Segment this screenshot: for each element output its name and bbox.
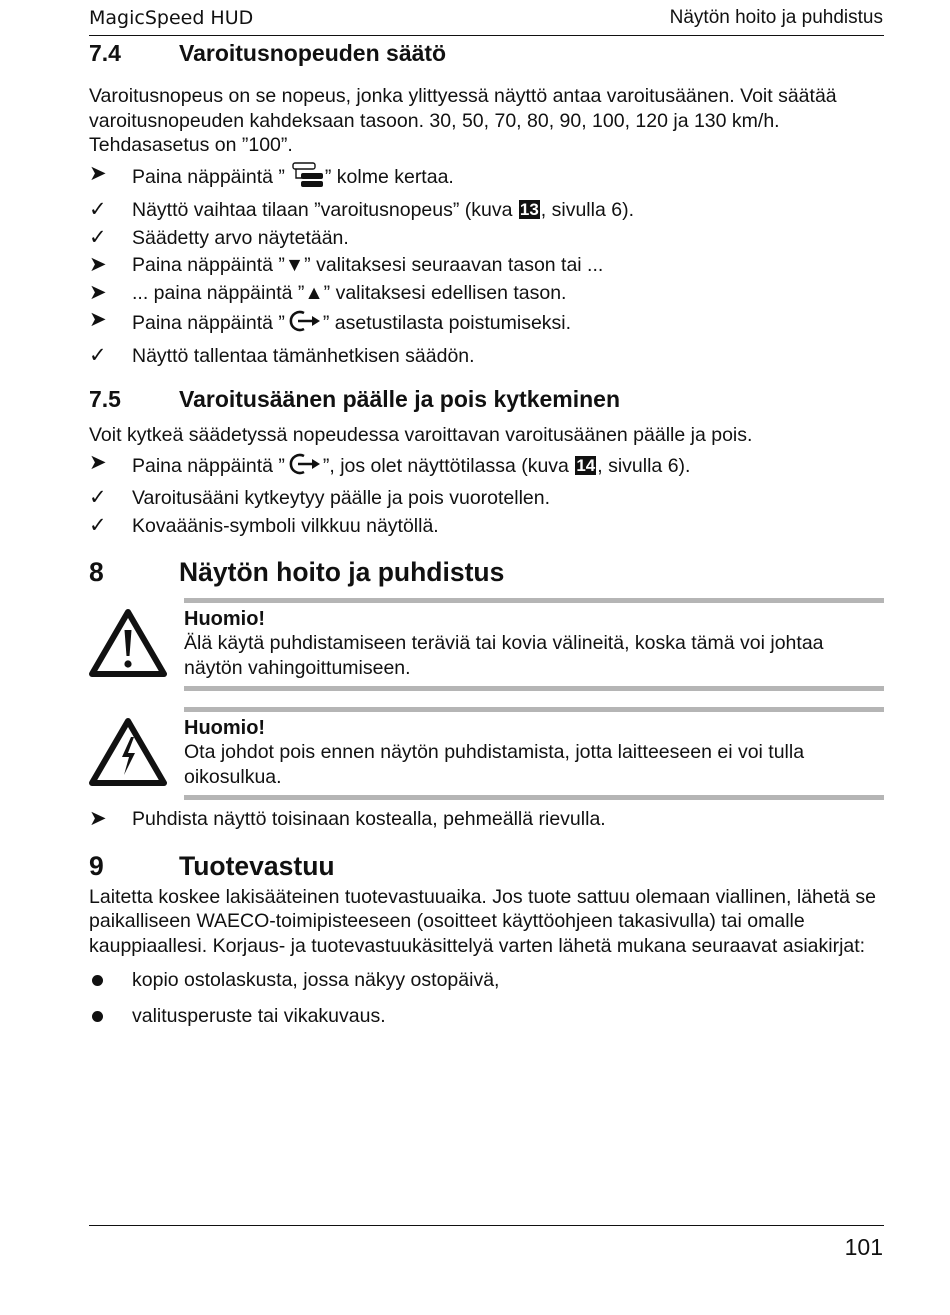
step-text: ... paina näppäintä ”▲” valitaksesi edellisen tason. xyxy=(132,281,567,304)
arrow-marker: ➤ xyxy=(89,280,107,304)
exit-button-icon xyxy=(285,308,323,341)
step-text-post: , sivulla 6). xyxy=(540,199,634,221)
notice-electric xyxy=(89,707,889,800)
step-row xyxy=(89,253,889,278)
step-row xyxy=(89,198,889,223)
section-number: 8 xyxy=(89,557,104,587)
section-9-heading xyxy=(89,849,889,883)
notice-box xyxy=(184,707,884,800)
arrow-marker: ➤ xyxy=(89,161,107,185)
check-marker: ✓ xyxy=(89,198,107,221)
bullet-dot xyxy=(89,1004,132,1029)
electric-shock-icon xyxy=(89,707,184,800)
section-title: Näytön hoito ja puhdistus xyxy=(179,557,505,587)
notice-title: Huomio! xyxy=(184,717,266,739)
step-text xyxy=(132,308,571,341)
step-text xyxy=(132,162,454,195)
step-text xyxy=(132,451,690,484)
arrow-marker: ➤ xyxy=(89,253,107,276)
section-number: 9 xyxy=(89,850,104,881)
notice-box xyxy=(184,598,884,691)
page-content xyxy=(89,38,889,1028)
step-row xyxy=(89,451,889,484)
step-text xyxy=(132,198,634,223)
list-item-text: valitusperuste tai vikakuvaus. xyxy=(132,1004,386,1027)
section-title: Varoitusnopeuden säätö xyxy=(179,40,447,66)
figure-badge: 13 xyxy=(519,200,539,219)
section-7-4-intro: Varoitusnopeus on se nopeus, jonka ylittyessä näyttö antaa varoitusäänen. Voit säätää varoitusnopeuden kahdeksaan tasoon. 30, 50, 70, 80, 90, 100, 120 ja 130 km/h. Tehdasasetus on ”100”. xyxy=(89,85,837,156)
step-text-pre: Paina näppäintä ” xyxy=(132,165,285,188)
section-8-heading xyxy=(89,555,889,589)
notice-caution xyxy=(89,598,889,691)
header-rule xyxy=(89,35,884,36)
step-row xyxy=(89,486,889,511)
step-text-post: ” kolme kertaa. xyxy=(324,165,454,188)
step-text-pre: Paina näppäintä ” xyxy=(132,454,285,477)
section-7-5-heading xyxy=(89,384,889,414)
step-row xyxy=(89,308,889,341)
step-text: Puhdista näyttö toisinaan kostealla, pehmeällä rievulla. xyxy=(132,808,606,830)
step-text: Paina näppäintä ”▼” valitaksesi seuraavan tason tai ... xyxy=(132,254,604,276)
arrow-marker: ➤ xyxy=(89,308,107,331)
notice-title: Huomio! xyxy=(184,608,266,630)
section-number: 7.5 xyxy=(89,386,121,412)
list-item xyxy=(89,968,889,993)
check-marker: ✓ xyxy=(89,225,107,249)
menu-button-icon xyxy=(285,162,325,195)
step-row xyxy=(89,807,889,832)
header-product: MagicSpeed HUD xyxy=(89,7,254,29)
step-text: Säädetty arvo näytetään. xyxy=(132,226,349,249)
step-text: Näyttö tallentaa tämänhetkisen säädön. xyxy=(132,344,475,367)
header-section: Näytön hoito ja puhdistus xyxy=(669,7,883,28)
arrow-marker: ➤ xyxy=(89,450,107,474)
exit-button-icon xyxy=(285,451,323,484)
section-number: 7.4 xyxy=(89,40,121,66)
step-text: Kovaäänis-symboli vilkkuu näytöllä. xyxy=(132,514,439,537)
section-7-4-heading xyxy=(89,38,889,68)
step-row xyxy=(89,344,889,369)
step-row xyxy=(89,514,889,539)
bullet-dot xyxy=(89,968,132,993)
page-number: 101 xyxy=(844,1234,883,1260)
notice-text: Ota johdot pois ennen näytön puhdistamista, jotta laitteeseen ei voi tulla oikosulkua. xyxy=(184,741,805,788)
section-title: Tuotevastuu xyxy=(179,850,335,881)
section-7-5-intro: Voit kytkeä säädetyssä nopeudessa varoittavan varoitusäänen päälle ja pois. xyxy=(89,424,753,446)
step-row xyxy=(89,226,889,251)
arrow-marker: ➤ xyxy=(89,807,107,830)
warning-triangle-icon xyxy=(89,598,184,691)
step-text-post: ”, jos olet näyttötilassa (kuva xyxy=(322,454,575,477)
footer-rule xyxy=(89,1225,884,1226)
section-9-intro: Laitetta koskee lakisääteinen tuotevastuuaika. Jos tuote sattuu olemaan viallinen, lähetä se paikalliseen WAECO-toimipisteeseen (osoitteet käyttöohjeen takasivulla) tai omalle kauppiaallesi. Korjaus- ja tuotevastuukäsittelyä varten lähetä mukana seuraavat asiakirjat: xyxy=(89,885,877,957)
check-marker: ✓ xyxy=(89,513,107,537)
check-marker: ✓ xyxy=(89,486,107,509)
check-marker: ✓ xyxy=(89,343,107,367)
step-text-post: ” asetustilasta poistumiseksi. xyxy=(322,312,572,334)
step-row xyxy=(89,162,889,195)
list-item xyxy=(89,1004,889,1029)
notice-text: Älä käytä puhdistamiseen teräviä tai kovia välineitä, koska tämä voi johtaa näytön vahingoittumiseen. xyxy=(184,632,824,679)
list-item-text: kopio ostolaskusta, jossa näkyy ostopäivä, xyxy=(132,969,500,991)
step-text: Varoitusääni kytkeytyy päälle ja pois vuorotellen. xyxy=(132,487,551,509)
figure-badge: 14 xyxy=(576,455,596,475)
step-text-pre: Näyttö vaihtaa tilaan ”varoitusnopeus” (kuva xyxy=(132,199,518,221)
section-title: Varoitusäänen päälle ja pois kytkeminen xyxy=(179,386,621,412)
step-text-pre: Paina näppäintä ” xyxy=(132,312,285,334)
step-text-post: , sivulla 6). xyxy=(597,454,691,477)
step-row xyxy=(89,281,889,306)
